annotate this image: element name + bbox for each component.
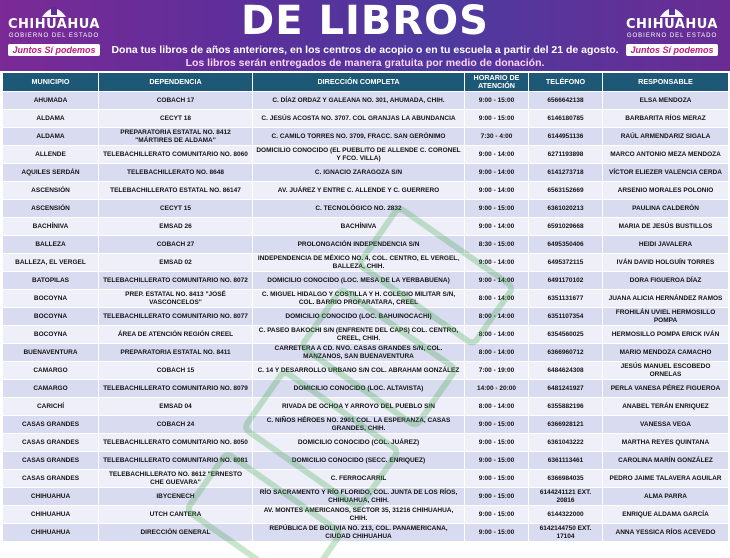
cell-responsable: VÍCTOR ELIEZER VALENCIA CERDA [603,164,729,182]
cell-responsable: MARCO ANTONIO MEZA MENDOZA [603,146,729,164]
cell-dependencia: PREP. ESTATAL NO. 8413 "JOSÉ VASCONCELOS" [99,290,253,308]
cell-direccion: C. PASEO BAKOCHI S/N (ENFRENTE DEL CAPS) COL. CENTRO, CREEL, CHIH. [253,326,465,344]
cell-direccion: CARRETERA A CD. NVO. CASAS GRANDES S/N, COL. MANZANOS, SAN BUENAVENTURA [253,344,465,362]
cell-telefono: 6491170102 [529,272,603,290]
column-header-responsable: RESPONSABLE [603,73,729,92]
column-header-dependencia: DEPENDENCIA [99,73,253,92]
table-row [3,272,729,290]
cell-horario: 8:00 - 14:00 [465,290,529,308]
cell-responsable: ENRIQUE ALDAMA GARCÍA [603,506,729,524]
cell-horario: 9:00 - 14:00 [465,146,529,164]
cell-responsable: ELSA MENDOZA [603,92,729,110]
cell-direccion: AV. JUÁREZ Y ENTRE C. ALLENDE Y C. GUERRERO [253,182,465,200]
table-row [3,128,729,146]
cell-horario: 8:00 - 14:00 [465,344,529,362]
cell-telefono: 6366984035 [529,470,603,488]
cell-direccion: C. DÍAZ ORDAZ Y GALEANA NO. 301, AHUMADA, CHIH. [253,92,465,110]
cell-direccion: C. IGNACIO ZARAGOZA S/N [253,164,465,182]
cell-responsable: HERMOSILLO POMPA ERICK IVÁN [603,326,729,344]
cell-dependencia: TELEBACHILLERATO COMUNITARIO NO. 8081 [99,452,253,470]
cell-direccion: PROLONGACIÓN INDEPENDENCIA S/N [253,236,465,254]
cell-direccion: DOMICILIO CONOCIDO (LOC. MESA DE LA YERBABUENA) [253,272,465,290]
logo-right [622,2,722,58]
logo-government: GOBIERNO DEL ESTADO [8,33,100,39]
cell-horario: 9:00 - 15:00 [465,200,529,218]
cell-direccion: REPÚBLICA DE BOLIVIA NO. 213, COL. PANAMERICANA, CIUDAD CHIHUAHUA [253,524,465,542]
cell-municipio: BOCOYNA [3,326,99,344]
logo-name: CHIHUAHUA [626,17,718,32]
table-row [3,434,729,452]
table-row [3,398,729,416]
cell-horario: 9:00 - 15:00 [465,488,529,506]
cell-telefono: 6366960712 [529,344,603,362]
cell-direccion: C. CAMILO TORRES NO. 3709, FRACC. SAN GERÓNIMO [253,128,465,146]
cell-telefono: 6481241927 [529,380,603,398]
column-header-telefono: TELÉFONO [529,73,603,92]
logo-slogan: Juntos Sí podemos [626,44,717,56]
logo-government: GOBIERNO DEL ESTADO [626,33,718,39]
cell-municipio: CASAS GRANDES [3,470,99,488]
cell-telefono: 6354560025 [529,326,603,344]
cell-dependencia: CECYT 18 [99,110,253,128]
column-header-municipio: MUNICIPIO [3,73,99,92]
cell-telefono: 6144951136 [529,128,603,146]
cell-dependencia: DIRECCIÓN GENERAL [99,524,253,542]
table-row [3,200,729,218]
cell-dependencia: ÁREA DE ATENCIÓN REGIÓN CREEL [99,326,253,344]
cell-municipio: CARICHÍ [3,398,99,416]
cell-direccion: RÍO SACRAMENTO Y RÍO FLORIDO, COL. JUNTA DE LOS RÍOS, CHIHUAHUA, CHIH. [253,488,465,506]
cell-horario: 9:00 - 14:00 [465,272,529,290]
table-row [3,110,729,128]
cell-telefono: 6355882196 [529,398,603,416]
cell-horario: 9:00 - 14:00 [465,254,529,272]
cell-dependencia: EMSAD 26 [99,218,253,236]
cell-responsable: FROHILÁN UVIEL HERMOSILLO POMPA [603,308,729,326]
header-banner [0,0,730,71]
cell-dependencia: PREPARATORIA ESTATAL NO. 8411 [99,344,253,362]
cell-responsable: BARBARITA RÍOS MERAZ [603,110,729,128]
cell-direccion: DOMICILIO CONOCIDO (LOC. ALTAVISTA) [253,380,465,398]
table-row [3,290,729,308]
cell-direccion: DOMICILIO CONOCIDO (SECC. ENRIQUEZ) [253,452,465,470]
cell-responsable: MARIO MENDOZA CAMACHO [603,344,729,362]
cell-telefono: 6566642138 [529,92,603,110]
cell-direccion: BACHÍNIVA [253,218,465,236]
cell-municipio: ASCENSIÓN [3,182,99,200]
cell-telefono: 6351131677 [529,290,603,308]
cell-horario: 9:00 - 15:00 [465,434,529,452]
cell-municipio: BACHÍNIVA [3,218,99,236]
cell-horario: 9:00 - 15:00 [465,470,529,488]
cell-dependencia: CECYT 15 [99,200,253,218]
cell-telefono: 6361113461 [529,452,603,470]
crest-icon [657,2,687,18]
cell-dependencia: IBYCENECH [99,488,253,506]
cell-telefono: 6141273718 [529,164,603,182]
subtitle: Dona tus libros de años anteriores, en los centros de acopio o en tu escuela a partir del 21 de agosto. [111,44,619,56]
cell-responsable: MARTHA REYES QUINTANA [603,434,729,452]
cell-responsable: HEIDI JAVALERA [603,236,729,254]
cell-telefono: 6484624308 [529,362,603,380]
cell-direccion: C. 14 Y DESARROLLO URBANO S/N COL. ABRAHAM GONZÁLEZ [253,362,465,380]
cell-telefono: 6271193898 [529,146,603,164]
cell-responsable: PEDRO JAIME TALAVERA AGUILAR [603,470,729,488]
cell-municipio: CAMARGO [3,380,99,398]
cell-responsable: IVÁN DAVID HOLGUÍN TORRES [603,254,729,272]
cell-responsable: ARSENIO MORALES POLONIO [603,182,729,200]
cell-horario: 9:00 - 15:00 [465,416,529,434]
table-row [3,254,729,272]
cell-municipio: AHUMADA [3,92,99,110]
table-row [3,506,729,524]
table-row [3,164,729,182]
column-header-horario: HORARIO DE ATENCIÓN [465,73,529,92]
cell-responsable: JESÚS MANUEL ESCOBEDO ORNELAS [603,362,729,380]
cell-telefono: 6361043222 [529,434,603,452]
cell-municipio: ASCENSIÓN [3,200,99,218]
logo-name: CHIHUAHUA [8,17,100,32]
cell-horario: 7:00 - 19:00 [465,362,529,380]
cell-horario: 8:00 - 14:00 [465,398,529,416]
cell-responsable: MARIA DE JESÚS BUSTILLOS [603,218,729,236]
cell-municipio: CAMARGO [3,362,99,380]
table-row [3,362,729,380]
cell-horario: 9:00 - 15:00 [465,506,529,524]
cell-responsable: PAULINA CALDERÓN [603,200,729,218]
page-title: DE LIBROS [241,0,489,44]
column-header-direccion: DIRECCIÓN COMPLETA [253,73,465,92]
table-header-row [3,73,729,92]
cell-dependencia: TELEBACHILLERATO ESTATAL NO. 86147 [99,182,253,200]
cell-telefono: 6142144750 EXT. 17104 [529,524,603,542]
table-row [3,236,729,254]
cell-horario: 9:00 - 14:00 [465,218,529,236]
cell-horario: 8:00 - 14:00 [465,308,529,326]
subtitle-highlight: Los libros serán entregados de manera gratuita por medio de donación. [185,57,545,69]
cell-telefono: 6351107354 [529,308,603,326]
cell-dependencia: COBACH 27 [99,236,253,254]
cell-dependencia: COBACH 17 [99,92,253,110]
cell-dependencia: EMSAD 02 [99,254,253,272]
cell-horario: 14:00 - 20:00 [465,380,529,398]
cell-horario: 9:00 - 15:00 [465,110,529,128]
cell-municipio: ALDAMA [3,128,99,146]
collection-centers-table [2,72,729,542]
cell-horario: 9:00 - 14:00 [465,182,529,200]
cell-dependencia: UTCH CANTERA [99,506,253,524]
cell-municipio: BUENAVENTURA [3,344,99,362]
cell-direccion: C. TECNOLÓGICO NO. 2832 [253,200,465,218]
cell-municipio: CHIHUAHUA [3,524,99,542]
cell-responsable: ANNA YESSICA RÍOS ACEVEDO [603,524,729,542]
cell-responsable: ANABEL TERÁN ENRIQUEZ [603,398,729,416]
logo-slogan: Juntos Sí podemos [8,44,99,56]
cell-horario: 9:00 - 15:00 [465,524,529,542]
table-row [3,182,729,200]
cell-direccion: RIVADA DE OCHOA Y ARROYO DEL PUEBLO S/N [253,398,465,416]
cell-responsable: CAROLINA MARÍN GONZÁLEZ [603,452,729,470]
cell-dependencia: TELEBACHILLERATO COMUNITARIO NO. 8050 [99,434,253,452]
table-row [3,146,729,164]
cell-direccion: C. MIGUEL HIDALGO Y COSTILLA Y H. COLEGIO MILITAR S/N, COL. BARRIO PROFARATARA, CREEL [253,290,465,308]
cell-municipio: ALDAMA [3,110,99,128]
table-row [3,470,729,488]
table-body [3,92,729,542]
table-row [3,380,729,398]
table-row [3,326,729,344]
cell-municipio: BATOPILAS [3,272,99,290]
cell-telefono: 6144241121 EXT. 20816 [529,488,603,506]
cell-dependencia: COBACH 15 [99,362,253,380]
cell-dependencia: TELEBACHILLERATO COMUNITARIO NO. 8079 [99,380,253,398]
table-row [3,452,729,470]
table-row [3,344,729,362]
table-row [3,92,729,110]
table-row [3,488,729,506]
cell-responsable: JUANA ALICIA HERNÁNDEZ RAMOS [603,290,729,308]
cell-direccion: C. JESÚS ACOSTA NO. 3707. COL GRANJAS LA ABUNDANCIA [253,110,465,128]
cell-municipio: BALLEZA [3,236,99,254]
cell-direccion: DOMICILIO CONOCIDO (EL PUEBLITO DE ALLENDE C. CORONEL Y FCO. VILLA) [253,146,465,164]
cell-dependencia: PREPARATORIA ESTATAL NO. 8412 "MÁRTIRES DE ALDAMA" [99,128,253,146]
cell-telefono: 6495350406 [529,236,603,254]
cell-municipio: CASAS GRANDES [3,434,99,452]
table-row [3,218,729,236]
cell-municipio: CHIHUAHUA [3,506,99,524]
cell-dependencia: TELEBACHILLERATO COMUNITARIO NO. 8077 [99,308,253,326]
cell-direccion: INDEPENDENCIA DE MÉXICO NO. 4, COL. CENTRO, EL VERGEL, BALLEZA, CHIH. [253,254,465,272]
table-row [3,524,729,542]
table-row [3,308,729,326]
cell-horario: 8:00 - 14:00 [465,326,529,344]
cell-municipio: CASAS GRANDES [3,416,99,434]
cell-dependencia: TELEBACHILLERATO COMUNITARIO NO. 8060 [99,146,253,164]
cell-horario: 9:00 - 15:00 [465,452,529,470]
cell-direccion: DOMICILIO CONOCIDO (COL. JUÁREZ) [253,434,465,452]
cell-municipio: BALLEZA, EL VERGEL [3,254,99,272]
cell-telefono: 6563152669 [529,182,603,200]
cell-direccion: C. NIÑOS HÉROES NO. 2901 COL. LA ESPERANZA, CASAS GRANDES, CHIH. [253,416,465,434]
cell-horario: 9:00 - 15:00 [465,92,529,110]
cell-telefono: 6361020213 [529,200,603,218]
cell-horario: 8:30 - 15:00 [465,236,529,254]
cell-direccion: AV. MONTES AMERICANOS, SECTOR 35, 31216 CHIHUAHUA, CHIH. [253,506,465,524]
cell-municipio: BOCOYNA [3,308,99,326]
cell-responsable: DORA FIGUEROA DÍAZ [603,272,729,290]
cell-direccion: DOMICILIO CONOCIDO (LOC. BAHUINOCACHI) [253,308,465,326]
cell-telefono: 6366928121 [529,416,603,434]
cell-telefono: 6495372115 [529,254,603,272]
cell-dependencia: TELEBACHILLERATO NO. 8612 "ERNESTO CHE GUEVARA" [99,470,253,488]
cell-horario: 7:30 - 4:00 [465,128,529,146]
table-row [3,416,729,434]
cell-telefono: 6591029668 [529,218,603,236]
cell-municipio: ALLENDE [3,146,99,164]
cell-dependencia: EMSAD 04 [99,398,253,416]
cell-responsable: ALMA PARRA [603,488,729,506]
cell-municipio: BOCOYNA [3,290,99,308]
cell-responsable: RAÚL ARMENDARIZ SIGALA [603,128,729,146]
cell-responsable: PERLA VANESA PÉREZ FIGUEROA [603,380,729,398]
cell-telefono: 6146180785 [529,110,603,128]
cell-horario: 9:00 - 14:00 [465,164,529,182]
cell-dependencia: TELEBACHILLERATO COMUNITARIO NO. 8072 [99,272,253,290]
cell-responsable: VANESSA VEGA [603,416,729,434]
cell-municipio: AQUILES SERDÁN [3,164,99,182]
cell-dependencia: TELEBACHILLERATO NO. 8648 [99,164,253,182]
cell-dependencia: COBACH 24 [99,416,253,434]
cell-telefono: 6144322000 [529,506,603,524]
cell-municipio: CHIHUAHUA [3,488,99,506]
cell-municipio: CASAS GRANDES [3,452,99,470]
cell-direccion: C. FERROCARRIL [253,470,465,488]
